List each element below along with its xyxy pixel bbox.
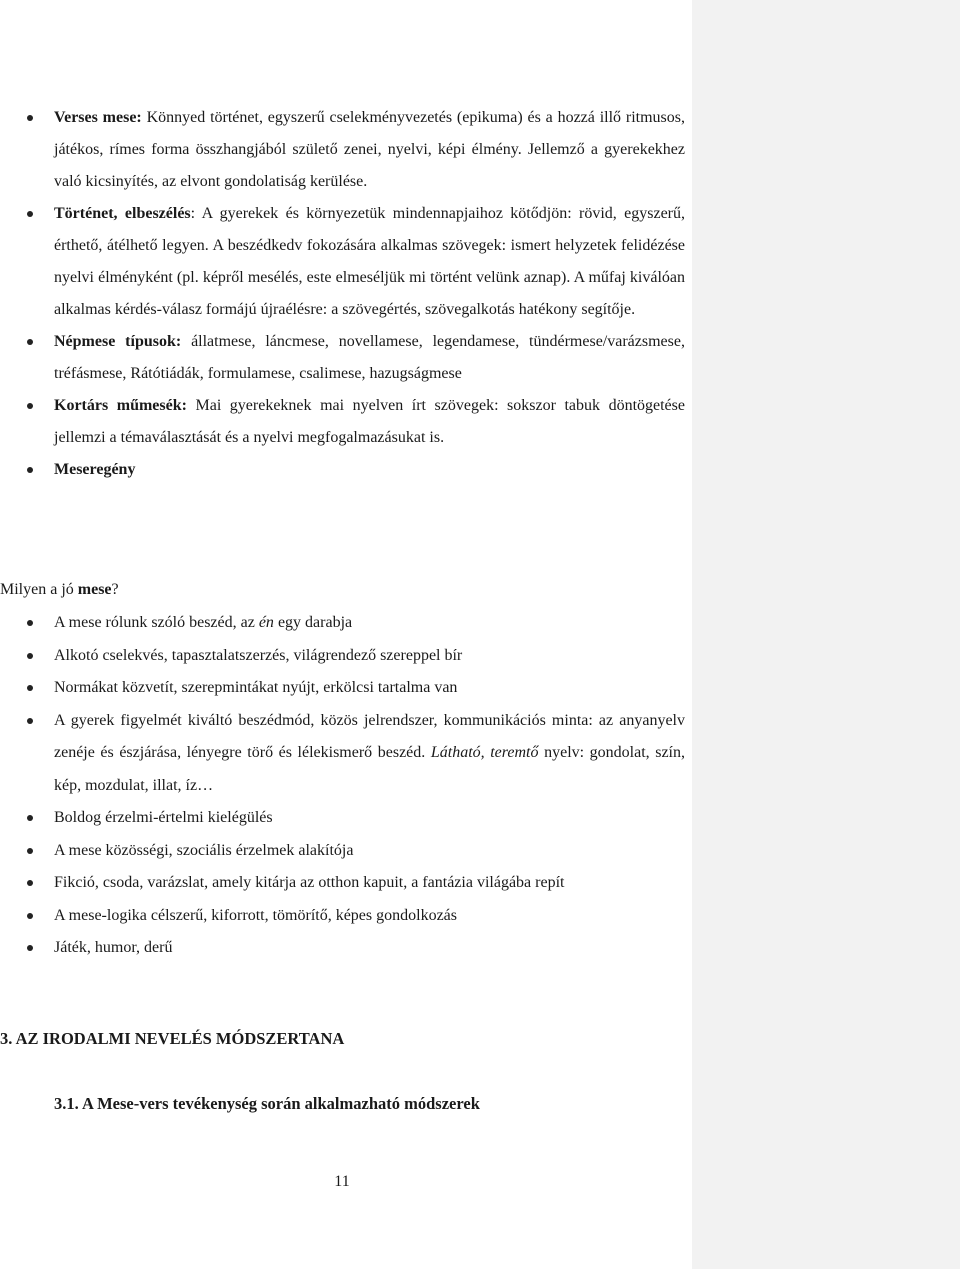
list-item-text: Mai gyerekeknek mai nyelven írt szövegek: sokszor tabuk döntögetése jellemzi a témaválasztását és a nyelvi megfogalmazásukat is. (54, 397, 685, 446)
list-item (0, 932, 685, 965)
question-bold: mese (77, 581, 112, 598)
list-item (0, 835, 685, 868)
list-item-text: Boldog érzelmi-értelmi kielégülés (54, 809, 273, 826)
list-item (0, 102, 685, 198)
list-item-text: egy darabja (273, 614, 353, 631)
comment-margin-pane (692, 0, 960, 1269)
question-line (0, 581, 119, 599)
list-item (0, 705, 685, 803)
list-item (0, 454, 685, 486)
list-item (0, 607, 685, 640)
list-item-text: A mese rólunk szóló beszéd, az (54, 614, 259, 631)
list-item-text: Alkotó cselekvés, tapasztalatszerzés, világrendező szereppel bír (54, 646, 463, 664)
list-item-text: Normákat közvetít, szerepmintákat nyújt, erkölcsi tartalma van (54, 679, 458, 696)
list-item-text: Könnyed történet, egyszerű cselekményvezetés (epikuma) és a hozzá illő ritmusos, játékos, rímes forma összhangjából születő zenei, nyelvi, képi élmény. Jellemző a gyerekekhez való kicsinyítés, az elvont gondolatiság kerülése. (54, 109, 685, 190)
list-item-term: Történet, elbeszélés (54, 205, 191, 222)
list-item-term: Verses mese: (54, 109, 142, 126)
genre-list (0, 102, 685, 486)
list-item (0, 900, 685, 933)
list-item (0, 390, 685, 454)
list-item-term: Meseregény (54, 461, 136, 478)
list-item (0, 672, 685, 705)
list-item-term: Népmese típusok: (54, 333, 182, 350)
list-item (0, 802, 685, 835)
list-item-text: Játék, humor, derű (54, 939, 173, 956)
list-item-text: nyelv: gondolat, szín, kép, mozdulat, illat, íz… (54, 744, 685, 794)
page-number: 11 (334, 1173, 350, 1190)
good-tale-list (0, 607, 685, 965)
list-item-text: állatmese, láncmese, novellamese, legendamese, tündérmese/varázsmese, tréfásmese, Rátótiádák, formulamese, csalimese, hazugságmese (54, 333, 685, 382)
list-item (0, 640, 685, 673)
list-item (0, 867, 685, 900)
list-item-text: A mese-logika célszerű, kiforrott, tömörítő, képes gondolkozás (54, 906, 458, 924)
list-item (0, 198, 685, 326)
list-item-italic: Látható, teremtő (430, 744, 539, 761)
list-item-text: Fikció, csoda, varázslat, amely kitárja az otthon kapuit, a fantázia világába repít (54, 874, 565, 891)
question-pre: Milyen a jó (0, 581, 78, 598)
list-item (0, 326, 685, 390)
list-item-text: A mese közösségi, szociális érzelmek alakítója (54, 841, 354, 859)
list-item-text: : A gyerekek és környezetük mindennapjaihoz kötődjön: rövid, egyszerű, érthető, átélhető legyen. A beszédkedv fokozására alkalmas szövegek: ismert helyzetek felidézése nyelvi élményként (pl. képről mesélés, este elmeséljük mi történt velünk aznap). A műfaj kiválóan alkalmas kérdés-válasz formájú újraélésre: a szövegértés, szövegalkotás hatékony segítője. (54, 205, 686, 318)
list-item-text: A gyerek figyelmét kiváltó beszédmód, közös jelrendszer, kommunikációs minta: az anyanyelv zenéje és észjárása, lényegre törő és lélekismerő beszéd. (54, 711, 685, 761)
subsection-heading: 3.1. A Mese-vers tevékenység során alkalmazható módszerek (54, 1094, 480, 1113)
question-post: ? (111, 581, 119, 598)
list-item-term: Kortárs műmesék: (54, 397, 187, 414)
section-heading: 3. AZ IRODALMI NEVELÉS MÓDSZERTANA (0, 1029, 345, 1048)
list-item-italic: én (258, 614, 274, 631)
